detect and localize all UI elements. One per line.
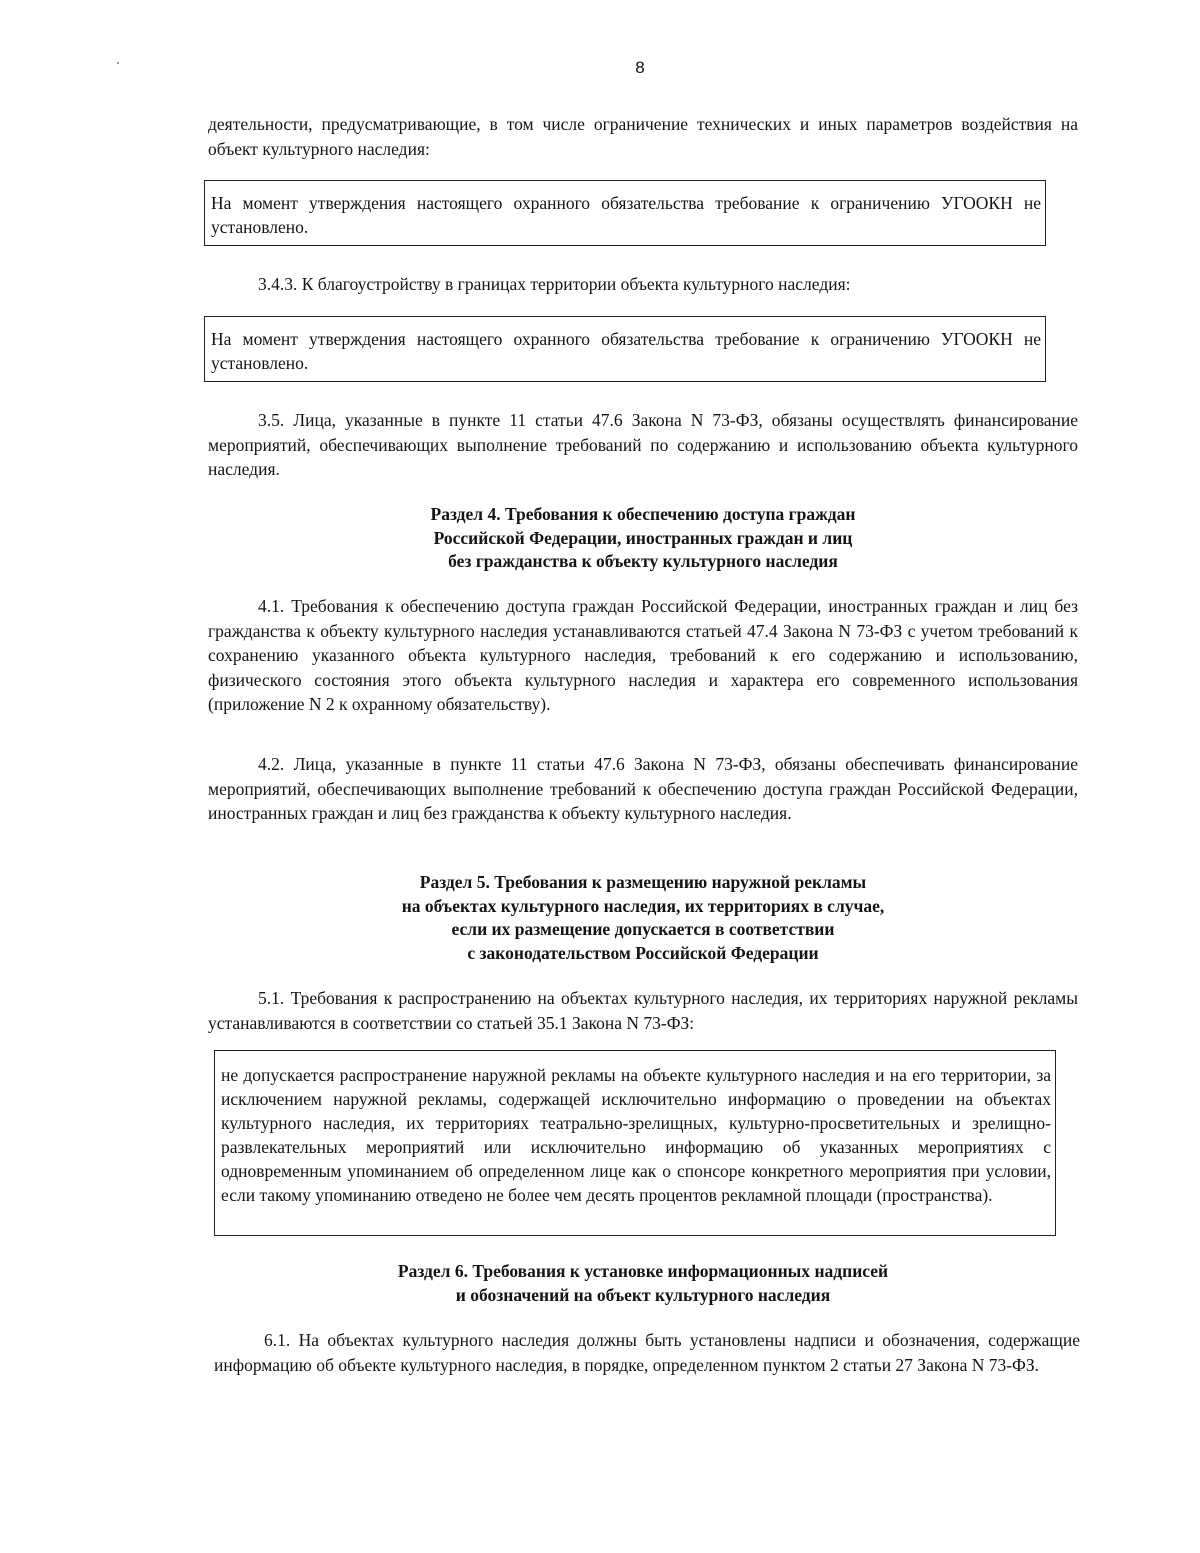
section-6-heading	[208, 1260, 1078, 1307]
paragraph-5-1: 5.1. Требования к распространению на объектах культурного наследия, их территориях наружной рекламы устанавливаются в соответствии со статьей 35.1 Закона N 73-ФЗ:	[208, 988, 1078, 1033]
paragraph-6-1: 6.1. На объектах культурного наследия должны быть установлены надписи и обозначения, содержащие информацию об объекте культурного наследия, в порядке, определенном пунктом 2 статьи 27 Закона N 73-ФЗ.	[214, 1330, 1080, 1375]
section-5-heading-line: на объектах культурного наследия, их территориях в случае,	[401, 895, 885, 916]
section-5-heading-line: если их размещение допускается в соответствии	[451, 919, 835, 939]
paragraph-3-5: 3.5. Лица, указанные в пункте 11 статьи 47.6 Закона N 73-ФЗ, обязаны осуществлять финансирование мероприятий, обеспечивающих выполнение требований по содержанию и использованию объекта культурного наследия.	[208, 410, 1078, 479]
section-5-heading	[208, 871, 1078, 965]
section-6-heading-line: и обозначений на объект культурного наследия	[455, 1284, 831, 1305]
paragraph-3-4-3: 3.4.3. К благоустройству в границах территории объекта культурного наследия:	[258, 274, 851, 294]
requirement-box-1: На момент утверждения настоящего охранного обязательства требование к ограничению УГООКН не установлено.	[204, 180, 1046, 246]
page-number: 8	[635, 58, 645, 77]
requirement-box-2: На момент утверждения настоящего охранного обязательства требование к ограничению УГООКН не установлено.	[204, 316, 1046, 382]
paragraph-4-1: 4.1. Требования к обеспечению доступа граждан Российской Федерации, иностранных граждан и лиц без гражданства к объекту культурного наследия устанавливаются статьей 47.4 Закона N 73-ФЗ с учетом требований к сохранению указанного объекта культурного наследия, требований к его содержанию и использованию, физического состояния этого объекта культурного наследия и характера его современного использования (приложение N 2 к охранному обязательству).	[208, 596, 1078, 714]
section-4-heading-line: Раздел 4. Требования к обеспечению доступа граждан	[430, 504, 856, 524]
paragraph-intro: деятельности, предусматривающие, в том числе ограничение технических и иных параметров воздействия на объект культурного наследия:	[208, 114, 1078, 159]
section-5-heading-line: Раздел 5. Требования к размещению наружной рекламы	[419, 872, 867, 892]
section-6-heading-line: Раздел 6. Требования к установке информационных надписей	[397, 1261, 889, 1281]
paragraph-4-2: 4.2. Лица, указанные в пункте 11 статьи 47.6 Закона N 73-ФЗ, обязаны обеспечивать финансирование мероприятий, обеспечивающих выполнение требований к обеспечению доступа граждан Российской Федерации, иностранных граждан и лиц без гражданства к объекту культурного наследия.	[208, 754, 1078, 823]
section-4-heading-line: без гражданства к объекту культурного наследия	[448, 551, 838, 571]
section-4-heading	[208, 503, 1078, 574]
section-5-heading-line: с законодательством Российской Федерации	[467, 942, 819, 963]
requirement-box-3: не допускается распространение наружной рекламы на объекте культурного наследия и на его территории, за исключением наружной рекламы, содержащей исключительно информацию о проведении на объектах культурного наследия, их территориях театрально-зрелищных, культурно-просветительных и зрелищно-развлекательных мероприятий или исключительно информацию об указанных мероприятиях с одновременным упоминанием об определенном лице как о спонсоре конкретного мероприятия при условии, если такому упоминанию отведено не более чем десять процентов рекламной площади (пространства).	[214, 1050, 1056, 1236]
section-4-heading-line: Российской Федерации, иностранных граждан и лиц	[433, 527, 853, 548]
